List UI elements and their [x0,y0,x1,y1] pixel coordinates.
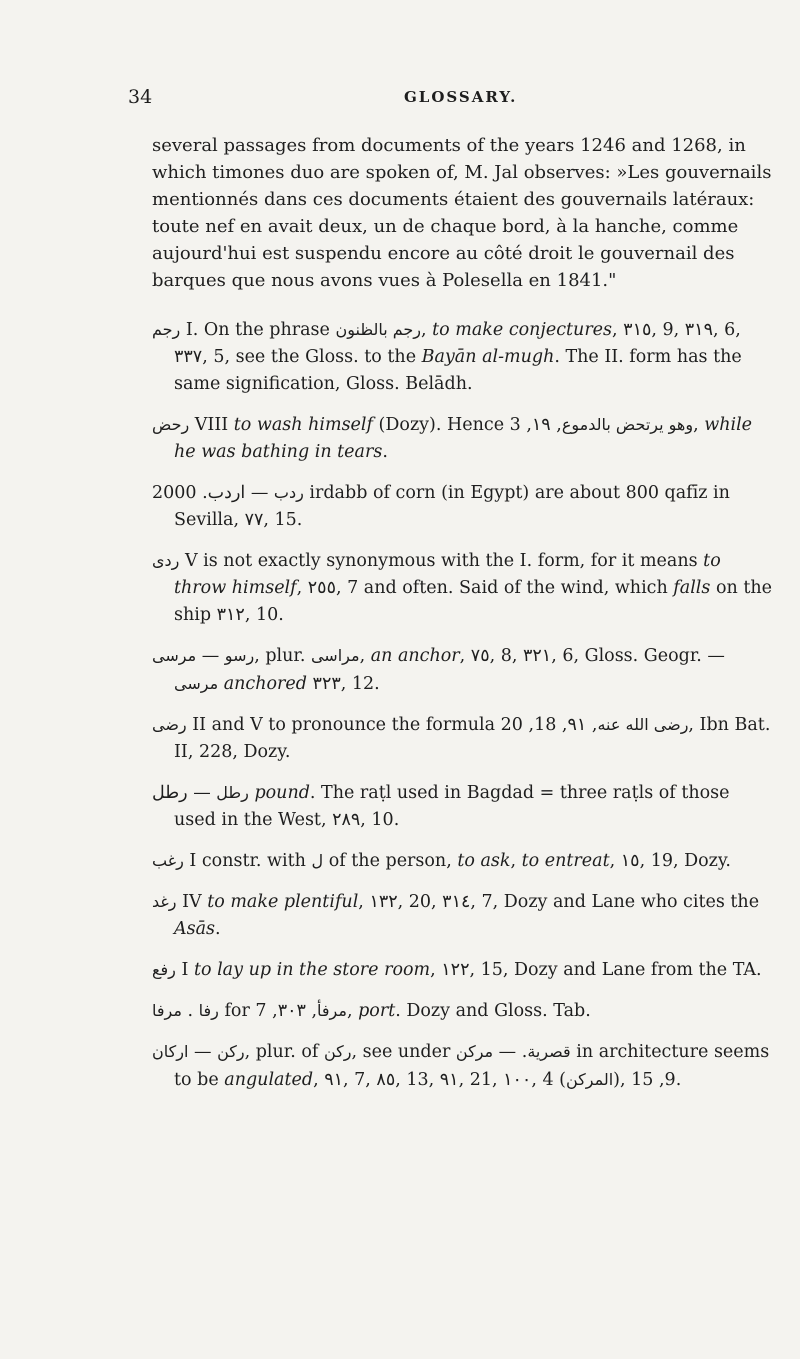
italic-gloss: to wash himself [233,415,373,435]
entry-text: in architecture seems to be [174,1042,770,1090]
entry-text: , [510,851,522,871]
arabic-text: مرفا [152,1001,182,1020]
entry-text: ), 9, 15. [613,1070,682,1090]
entry-text: I. On the phrase [185,320,336,340]
entry-text: I [181,960,194,980]
glossary-entry [152,479,772,534]
entry-headword: رسو [224,646,255,665]
arabic-text: ل [311,851,324,870]
entry-text: I constr. with [189,851,312,871]
entry-text: VIII [194,415,234,435]
entry-text: . The II. form has the same signification, Gloss. Belādh. [174,347,742,394]
arabic-text: مركن [455,1042,494,1061]
entry-text: , ٩١, 18, 20, Ibn Bat. II, 228, Dozy. [174,715,771,762]
glossary-entry [152,1038,772,1094]
entry-headword: رطل [216,783,249,802]
entry-text: . [215,919,221,939]
entry-text: , ٣١٥, 9, ٣١٩, 6, ٣٣٧, 5, see the Gloss. to the [174,320,741,367]
arabic-text: رضى الله عنه [597,715,689,734]
entry-text: . Dozy and Gloss. Tab. [395,1001,591,1021]
glossary-entries [152,316,772,1094]
entry-text: . The raṭl used in Bagdad = three raṭls of those used in the West, ٢٨٩, 10. [174,783,730,830]
running-head: GLOSSARY. [404,88,518,106]
italic-gloss: an anchor [370,646,460,666]
glossary-entry [152,888,772,943]
italic-gloss: while he was bathing in tears [174,415,753,462]
entry-headword: ردى [152,551,180,570]
italic-gloss: falls [673,578,711,598]
entry-text: , ٣٠٣, 7, [255,1001,359,1021]
entry-text: , ٩١, 7, ٨٥, 13, ٩١, 21, ١٠٠, 4 ( [313,1070,566,1090]
italic-gloss: to make conjectures [432,320,613,340]
arabic-text: مرسى [174,674,219,693]
entry-headword: رحض [152,415,190,434]
italic-gloss: to throw himself [174,551,721,598]
italic-gloss: port [358,1001,396,1021]
glossary-entry [152,711,772,766]
entry-text: for [218,1001,256,1021]
entry-text: . [382,442,388,462]
entry-text: — [196,646,220,666]
entry-text: — اردب. 2000 irdabb of corn (in Egypt) are about 800 qafīz in Sevilla, ٧٧, 15. [152,483,730,530]
arabic-text: ركن [323,1042,352,1061]
italic-gloss: to make plentiful [207,892,359,912]
entry-headword: رغب [152,851,184,870]
italic-gloss: Bayān al-mugh [421,347,555,367]
entry-text: V is not exactly synonymous with the I. form, for it means [184,551,704,571]
italic-gloss: to ask [457,851,511,871]
arabic-text: مراسى [310,646,360,665]
entry-text: — [188,1042,212,1062]
entry-headword: رفا [198,1001,219,1020]
entry-text: ٣٢٣, 12. [306,674,380,694]
entry-text: , ١٢٢, 15, Dozy and Lane from the TA. [430,960,762,980]
arabic-text: المركن [565,1070,614,1089]
entry-text: II and V to pronounce the formula [192,715,501,735]
glossary-entry [152,779,772,834]
entry-headword: رغد [152,892,177,911]
entry-headword: ردب [273,483,304,502]
arabic-text: رجم بالظنون [335,320,421,339]
entry-text: , ١٩, 3, [509,415,705,435]
entry-headword: ركن [217,1042,245,1061]
entry-text: , ٢٥٥, 7 and often. Said of the wind, which [296,578,674,598]
italic-gloss: Asās [174,919,216,939]
entry-headword: رجم [152,320,181,339]
arabic-text: وهو يرتحض بالدموع [561,415,694,434]
entry-text: , see under [351,1042,456,1062]
glossary-entry [152,956,772,984]
entry-text: , ١٣٢, 20, ٣١٤, 7, Dozy and Lane who cites the [358,892,760,912]
entry-text: , plur. [254,646,311,666]
entry-text: , ١٥, 19, Dozy. [609,851,731,871]
entry-text: , [421,320,433,340]
entry-text: , [359,646,371,666]
page-number: 34 [128,86,153,108]
glossary-entry [152,316,772,398]
glossary-entry [152,997,772,1025]
entry-text: on the ship ٣١٢, 10. [174,578,772,625]
glossary-entry [152,847,772,875]
entry-headword: رضى [152,715,187,734]
glossary-body [152,132,772,1107]
italic-gloss: angulated [224,1070,314,1090]
entry-text: . [181,1001,194,1021]
italic-gloss: to lay up in the store room [193,960,431,980]
italic-gloss: anchored [223,674,307,694]
italic-gloss: to entreat [521,851,610,871]
entry-text: , plur. of [244,1042,324,1062]
entry-headword: رفع [152,960,176,979]
arabic-text: مرسى [152,646,197,665]
entry-text: — رطل [152,783,255,803]
entry-text: IV [182,892,208,912]
arabic-text: اركان [152,1042,189,1061]
entry-text: of the person, [323,851,458,871]
italic-gloss: pound [254,783,310,803]
glossary-entry [152,411,772,466]
entry-text: , ٧٥, 8, ٣٢١, 6, Gloss. Geogr. — [459,646,725,666]
arabic-text: مرفأ [317,1001,347,1020]
glossary-entry [152,547,772,629]
entry-text: . — [493,1042,528,1062]
arabic-text: قصرية [527,1042,571,1061]
intro-paragraph: several passages from documents of the years 1246 and 1268, in which timones duo are spoken of, M. Jal observes: »Les gouvernails mentionnés dans ces documents étaient des gouvernails latéraux: toute nef en avait deux, un de chaque bord, à la hanche, comme aujourd'hui est suspendu encore au côté droit le gouvernail des barques que nous avons vues à Polesella en 1841." [152,135,772,291]
entry-text: (Dozy). Hence [372,415,510,435]
glossary-entry [152,642,772,698]
